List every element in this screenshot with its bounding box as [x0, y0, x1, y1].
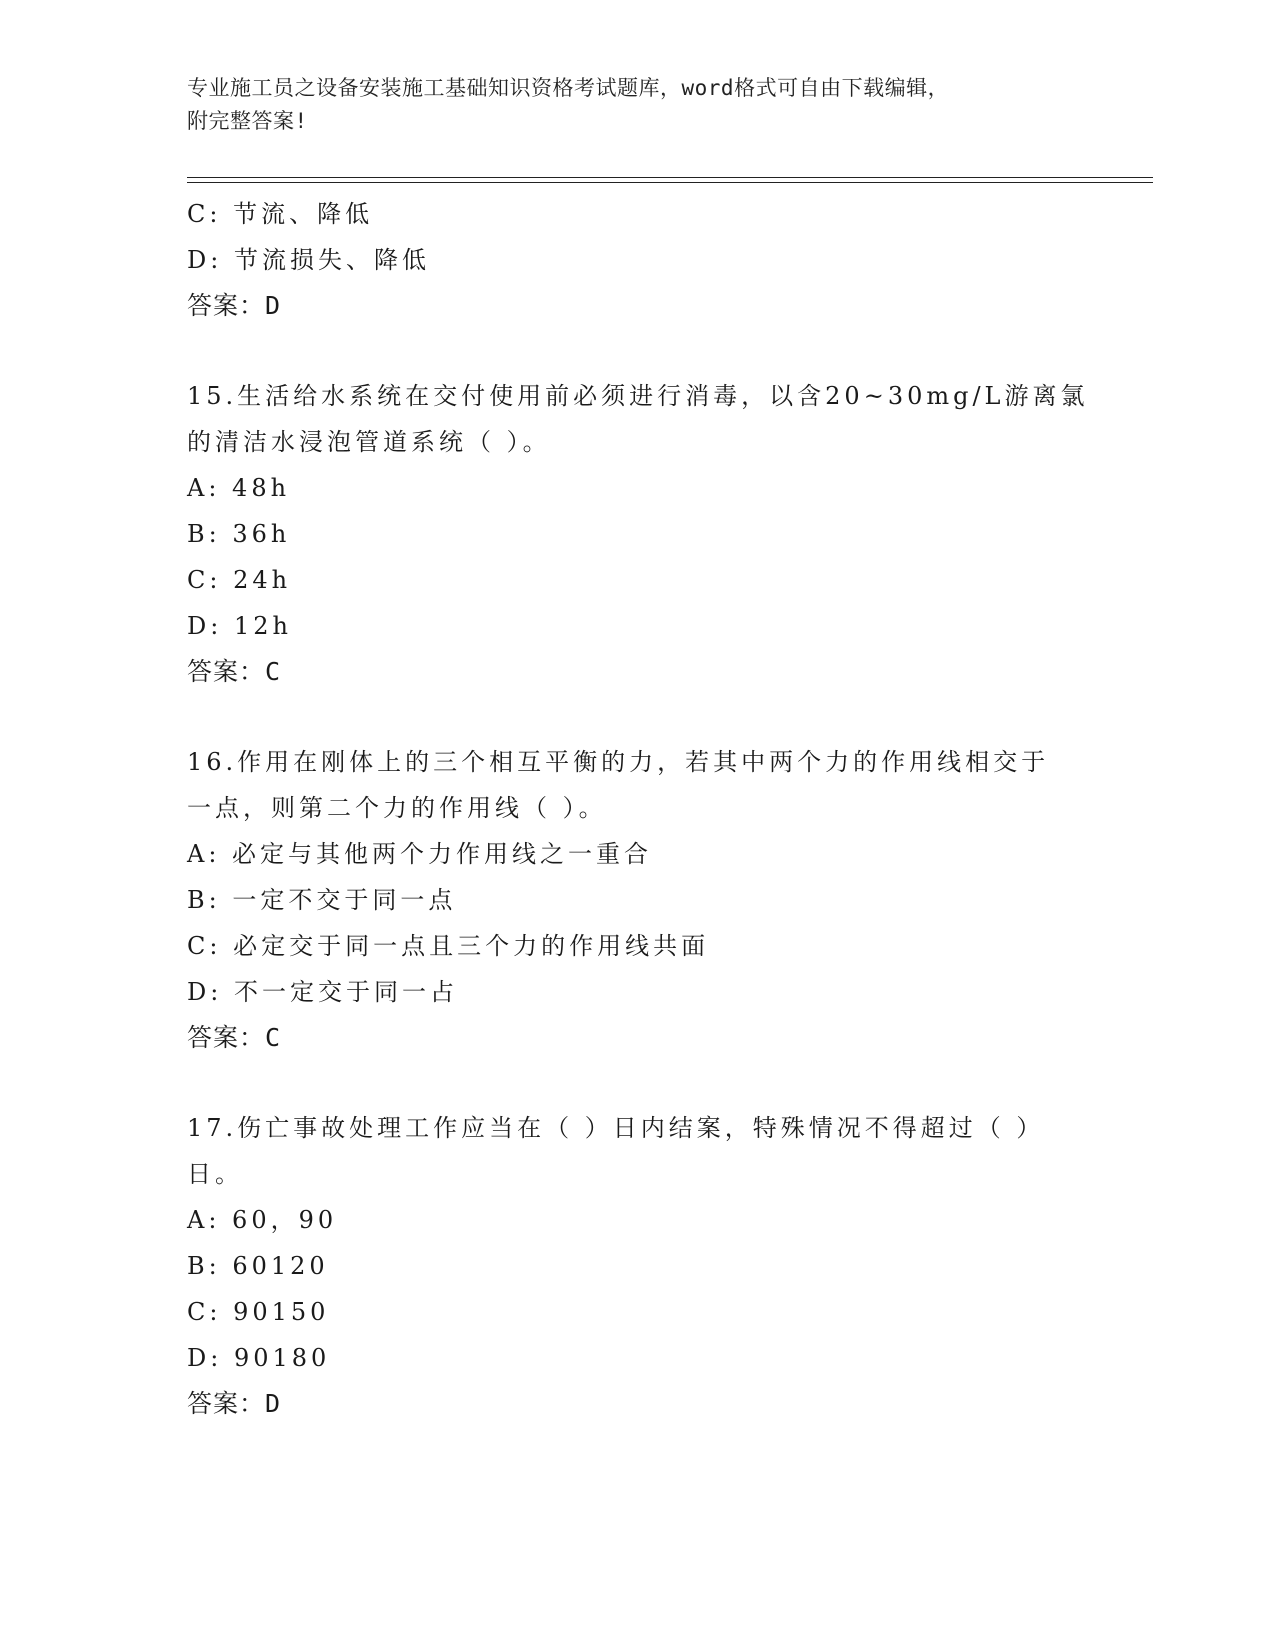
option-b: B: 一定不交于同一点	[187, 886, 457, 914]
question-stem-line: 15.生活给水系统在交付使用前必须进行消毒，以含20~30mg/L游离氯	[187, 382, 1089, 410]
question-17	[187, 1105, 1087, 1427]
question-stem-line: 16.作用在刚体上的三个相互平衡的力，若其中两个力的作用线相交于	[187, 748, 1050, 776]
answer-line: 答案：C	[187, 657, 282, 686]
question-16	[187, 739, 1087, 1061]
header-line-1: 专业施工员之设备安装施工基础知识资格考试题库，word格式可自由下载编辑，	[187, 76, 950, 100]
question-continued	[187, 191, 1087, 329]
question-stem-line: 一点，则第二个力的作用线（ ）。	[187, 794, 607, 822]
question-15	[187, 373, 1087, 695]
header-divider-bottom	[187, 182, 1153, 183]
option-d: D: 12h	[187, 612, 292, 640]
question-content	[187, 191, 1087, 1427]
answer-line: 答案：D	[187, 291, 282, 320]
document-header	[187, 72, 1087, 138]
option-d: D: 90180	[187, 1344, 331, 1372]
question-stem-line: 的清洁水浸泡管道系统（ ）。	[187, 428, 551, 456]
option-b: B: 60120	[187, 1252, 329, 1280]
spacer	[187, 329, 1087, 373]
question-stem-line: 日。	[187, 1160, 243, 1188]
option-d: D: 不一定交于同一占	[187, 978, 458, 1006]
spacer	[187, 695, 1087, 739]
answer-line: 答案：D	[187, 1389, 282, 1418]
option-c: C: 24h	[187, 566, 292, 594]
answer-line: 答案：C	[187, 1023, 282, 1052]
option-a: A: 48h	[187, 474, 291, 502]
option-b: B: 36h	[187, 520, 291, 548]
option-a: A: 必定与其他两个力作用线之一重合	[187, 840, 653, 868]
option-d: D: 节流损失、降低	[187, 246, 430, 274]
option-a: A: 60，90	[187, 1206, 338, 1234]
option-c: C: 90150	[187, 1298, 330, 1326]
question-stem-line: 17.伤亡事故处理工作应当在（ ）日内结案，特殊情况不得超过（ ）	[187, 1114, 1045, 1142]
option-c: C: 必定交于同一点且三个力的作用线共面	[187, 932, 710, 960]
header-line-2: 附完整答案!	[187, 109, 308, 133]
spacer	[187, 1061, 1087, 1105]
option-c: C: 节流、降低	[187, 200, 374, 228]
header-divider-top	[187, 177, 1153, 178]
